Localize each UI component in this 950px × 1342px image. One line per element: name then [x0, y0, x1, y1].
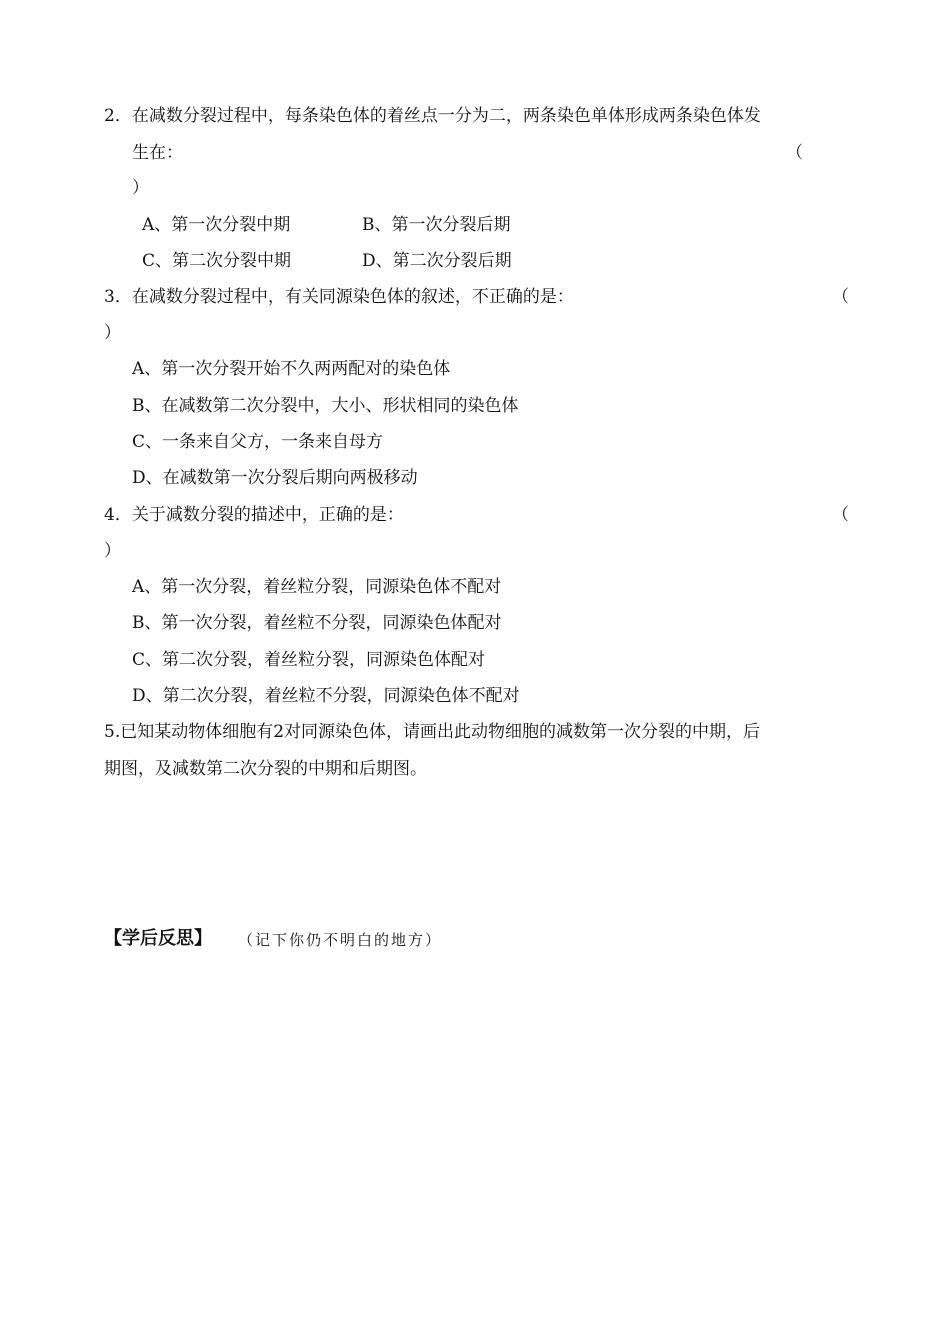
q2-option-c: C、第二次分裂中期 [142, 251, 292, 271]
q4-option-b: B、第一次分裂，着丝粒不分裂，同源染色体配对 [132, 613, 502, 633]
reflection-note: （记下你仍不明白的地方） [238, 931, 443, 949]
q3-answer-paren-open: （ [832, 287, 849, 307]
q5-stem-line1: 5.已知某动物体细胞有2对同源染色体，请画出此动物细胞的减数第一次分裂的中期，后 [104, 722, 761, 742]
q2-stem-line1: 2．在减数分裂过程中，每条染色体的着丝点一分为二，两条染色单体形成两条染色体发 [104, 106, 761, 126]
q3-option-b: B、在减数第二次分裂中，大小、形状相同的染色体 [132, 396, 519, 416]
q3-answer-paren-close: ） [104, 323, 121, 343]
q5-stem-line2: 期图，及减数第二次分裂的中期和后期图。 [104, 759, 427, 779]
q3-option-c: C、一条来自父方，一条来自母方 [132, 432, 384, 452]
q4-answer-paren-open: （ [832, 505, 849, 525]
q4-option-a: A、第一次分裂，着丝粒分裂，同源染色体不配对 [132, 577, 502, 597]
q2-stem-line2: 生在： [132, 143, 183, 163]
reflection-title: 【学后反思】 [104, 928, 212, 949]
q3-option-d: D、在减数第一次分裂后期向两极移动 [132, 468, 418, 488]
q2-answer-paren-open: （ [786, 143, 803, 163]
q4-stem: 4．关于减数分裂的描述中，正确的是： [104, 505, 404, 525]
q4-option-d: D、第二次分裂，着丝粒不分裂，同源染色体不配对 [132, 686, 520, 706]
q2-option-a: A、第一次分裂中期 [142, 215, 291, 235]
q3-stem: 3．在减数分裂过程中，有关同源染色体的叙述，不正确的是： [104, 287, 574, 307]
q4-answer-paren-close: ） [104, 541, 121, 561]
q3-option-a: A、第一次分裂开始不久两两配对的染色体 [132, 359, 451, 379]
q2-answer-paren-close: ） [132, 178, 149, 198]
q2-option-d: D、第二次分裂后期 [362, 251, 512, 271]
q4-option-c: C、第二次分裂，着丝粒分裂，同源染色体配对 [132, 650, 486, 670]
q2-option-b: B、第一次分裂后期 [362, 215, 511, 235]
